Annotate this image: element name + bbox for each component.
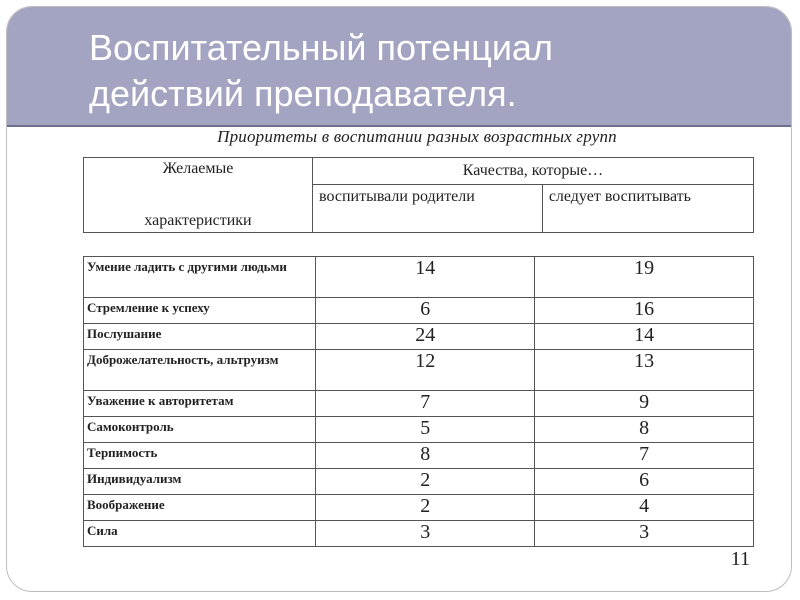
table-row	[84, 469, 754, 495]
value-should: 14	[535, 324, 754, 350]
table-header	[83, 157, 754, 233]
title-band	[7, 7, 791, 125]
table-row	[84, 350, 754, 391]
table-row	[84, 298, 754, 324]
row-label: Сила	[84, 521, 316, 547]
value-parents: 8	[316, 443, 535, 469]
table-row	[84, 443, 754, 469]
row-label: Уважение к авторитетам	[84, 391, 316, 417]
row-label: Индивидуализм	[84, 469, 316, 495]
table-row	[84, 324, 754, 350]
value-should: 13	[535, 350, 754, 391]
header-parents: воспитывали родители	[313, 185, 543, 233]
value-should: 4	[535, 495, 754, 521]
header-characteristics-line-2: характеристики	[144, 212, 252, 229]
table-row	[84, 521, 754, 547]
row-label: Стремление к успеху	[84, 298, 316, 324]
table-row	[84, 417, 754, 443]
header-qualities: Качества, которые…	[313, 158, 754, 185]
row-label: Воображение	[84, 495, 316, 521]
value-should: 7	[535, 443, 754, 469]
value-should: 8	[535, 417, 754, 443]
table-row	[84, 391, 754, 417]
slide-title-line-1: Воспитательный потенциал	[89, 27, 553, 68]
row-label: Доброжелательность, альтруизм	[84, 350, 316, 391]
value-parents: 14	[316, 257, 535, 298]
row-label: Послушание	[84, 324, 316, 350]
value-parents: 5	[316, 417, 535, 443]
value-parents: 2	[316, 495, 535, 521]
slide-title	[89, 25, 553, 117]
value-parents: 3	[316, 521, 535, 547]
value-should: 16	[535, 298, 754, 324]
data-table	[83, 256, 754, 547]
row-label: Самоконтроль	[84, 417, 316, 443]
page-number: 11	[730, 548, 750, 570]
value-parents: 6	[316, 298, 535, 324]
value-should: 9	[535, 391, 754, 417]
header-characteristics	[84, 158, 313, 233]
table-caption: Приоритеты в воспитании разных возрастных групп	[217, 127, 617, 146]
header-should: следует воспитывать	[542, 185, 753, 233]
value-parents: 24	[316, 324, 535, 350]
value-should: 6	[535, 469, 754, 495]
header-characteristics-line-1: Желаемые	[162, 160, 234, 177]
table-row	[84, 495, 754, 521]
table-row	[84, 257, 754, 298]
row-label: Умение ладить с другими людьми	[84, 257, 316, 298]
value-should: 3	[535, 521, 754, 547]
value-parents: 7	[316, 391, 535, 417]
value-parents: 2	[316, 469, 535, 495]
row-label: Терпимость	[84, 443, 316, 469]
slide-title-line-2: действий преподавателя.	[89, 73, 517, 114]
value-parents: 12	[316, 350, 535, 391]
value-should: 19	[535, 257, 754, 298]
